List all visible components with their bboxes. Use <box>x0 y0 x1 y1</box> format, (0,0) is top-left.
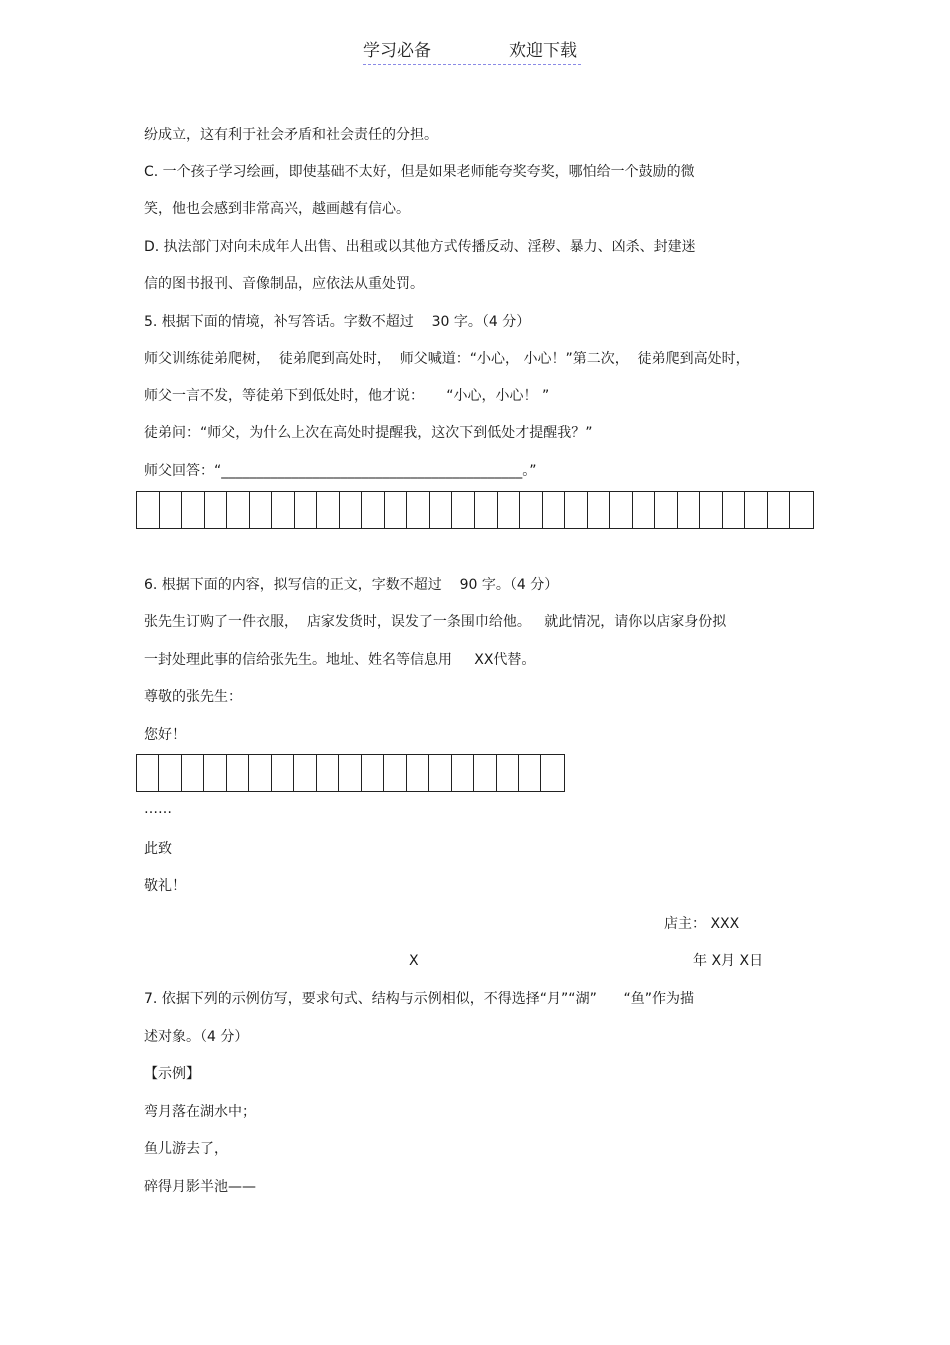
answer-cell[interactable] <box>475 492 498 528</box>
answer-cell[interactable] <box>272 492 295 528</box>
option-d-line-2: 信的图书报刊、音像制品，应依法从重处罚。 <box>144 276 424 292</box>
answer-cell[interactable] <box>655 492 678 528</box>
answer-grid-q6[interactable] <box>136 754 565 792</box>
answer-cell[interactable] <box>339 755 361 791</box>
text-line: 纷成立，这有利于社会矛盾和社会责任的分担。 <box>144 127 438 143</box>
letter-closing-1: 此致 <box>144 841 172 857</box>
answer-cell[interactable] <box>588 492 611 528</box>
letter-closing-2: 敬礼！ <box>144 878 186 894</box>
answer-cell[interactable] <box>430 492 453 528</box>
question-6-title: 6. 根据下面的内容，拟写信的正文，字数不超过 90 字。（4 分） <box>144 577 559 593</box>
question-7-title-2: 述对象。（4 分） <box>144 1029 249 1045</box>
answer-cell[interactable] <box>362 755 384 791</box>
answer-cell[interactable] <box>474 755 496 791</box>
question-5-text-2: 师父一言不发，等徒弟下到低处时，他才说： “小心，小心！ ” <box>144 388 550 404</box>
answer-cell[interactable] <box>565 492 588 528</box>
header-right: 欢迎下载 <box>509 41 577 61</box>
answer-cell[interactable] <box>452 492 475 528</box>
header-underline <box>363 64 581 65</box>
answer-cell[interactable] <box>294 755 316 791</box>
answer-cell[interactable] <box>519 755 541 791</box>
answer-cell[interactable] <box>317 755 339 791</box>
answer-cell[interactable] <box>182 492 205 528</box>
answer-cell[interactable] <box>227 492 250 528</box>
answer-cell[interactable] <box>137 492 160 528</box>
answer-cell[interactable] <box>340 492 363 528</box>
answer-cell[interactable] <box>543 492 566 528</box>
letter-ellipsis: …… <box>144 801 172 817</box>
answer-cell[interactable] <box>160 492 183 528</box>
letter-salutation: 尊敬的张先生： <box>144 689 242 705</box>
header-left: 学习必备 <box>363 41 431 61</box>
example-label: 【示例】 <box>144 1066 200 1082</box>
answer-cell[interactable] <box>205 492 228 528</box>
answer-cell[interactable] <box>249 755 271 791</box>
answer-cell[interactable] <box>204 755 226 791</box>
question-7-title-1: 7. 依据下列的示例仿写，要求句式、结构与示例相似，不得选择“月”“湖” “鱼”作为描 <box>144 991 695 1007</box>
answer-cell[interactable] <box>385 492 408 528</box>
answer-cell[interactable] <box>790 492 813 528</box>
answer-cell[interactable] <box>227 755 249 791</box>
option-c-line-2: 笑，他也会感到非常高兴，越画越有信心。 <box>144 201 410 217</box>
question-5-title: 5. 根据下面的情境，补写答话。字数不超过 30 字。（4 分） <box>144 314 531 330</box>
answer-grid-q5[interactable] <box>136 491 814 529</box>
question-5-answer-prompt: 师父回答：“___________________________________________。” <box>144 463 537 479</box>
option-d-line-1: D. 执法部门对向未成年人出售、出租或以其他方式传播反动、淫秽、暴力、凶杀、封建迷 <box>144 239 696 255</box>
answer-cell[interactable] <box>407 755 429 791</box>
answer-cell[interactable] <box>633 492 656 528</box>
answer-cell[interactable] <box>520 492 543 528</box>
answer-cell[interactable] <box>541 755 563 791</box>
answer-cell[interactable] <box>182 755 204 791</box>
letter-signature: 店主： XXX <box>664 916 740 932</box>
question-5-text-1: 师父训练徒弟爬树， 徒弟爬到高处时， 师父喊道：“小心， 小心！”第二次， 徒弟爬到高处时， <box>144 351 750 367</box>
answer-cell[interactable] <box>272 755 294 791</box>
answer-cell[interactable] <box>250 492 273 528</box>
answer-cell[interactable] <box>723 492 746 528</box>
answer-cell[interactable] <box>452 755 474 791</box>
question-6-text-2: 一封处理此事的信给张先生。地址、姓名等信息用 XX代替。 <box>144 652 536 668</box>
answer-cell[interactable] <box>362 492 385 528</box>
letter-date: 年 X月 X日 <box>693 953 764 969</box>
answer-cell[interactable] <box>498 492 521 528</box>
answer-cell[interactable] <box>497 755 519 791</box>
answer-cell[interactable] <box>429 755 451 791</box>
answer-cell[interactable] <box>159 755 181 791</box>
answer-cell[interactable] <box>610 492 633 528</box>
question-5-text-3: 徒弟问：“师父，为什么上次在高处时提醒我，这次下到低处才提醒我？” <box>144 425 593 441</box>
letter-date-x: X <box>409 953 419 969</box>
answer-cell[interactable] <box>745 492 768 528</box>
example-line-1: 弯月落在湖水中； <box>144 1104 256 1120</box>
answer-cell[interactable] <box>678 492 701 528</box>
answer-cell[interactable] <box>768 492 791 528</box>
example-line-2: 鱼儿游去了， <box>144 1141 228 1157</box>
answer-cell[interactable] <box>317 492 340 528</box>
letter-greeting: 您好！ <box>144 727 186 743</box>
answer-cell[interactable] <box>295 492 318 528</box>
option-c-line-1: C. 一个孩子学习绘画，即使基础不太好，但是如果老师能夸奖夸奖，哪怕给一个鼓励的微 <box>144 164 695 180</box>
answer-cell[interactable] <box>700 492 723 528</box>
answer-cell[interactable] <box>384 755 406 791</box>
answer-cell[interactable] <box>137 755 159 791</box>
example-line-3: 碎得月影半池—— <box>144 1179 256 1195</box>
question-6-text-1: 张先生订购了一件衣服， 店家发货时，误发了一条围巾给他。 就此情况，请你以店家身份拟 <box>144 614 727 630</box>
answer-cell[interactable] <box>407 492 430 528</box>
